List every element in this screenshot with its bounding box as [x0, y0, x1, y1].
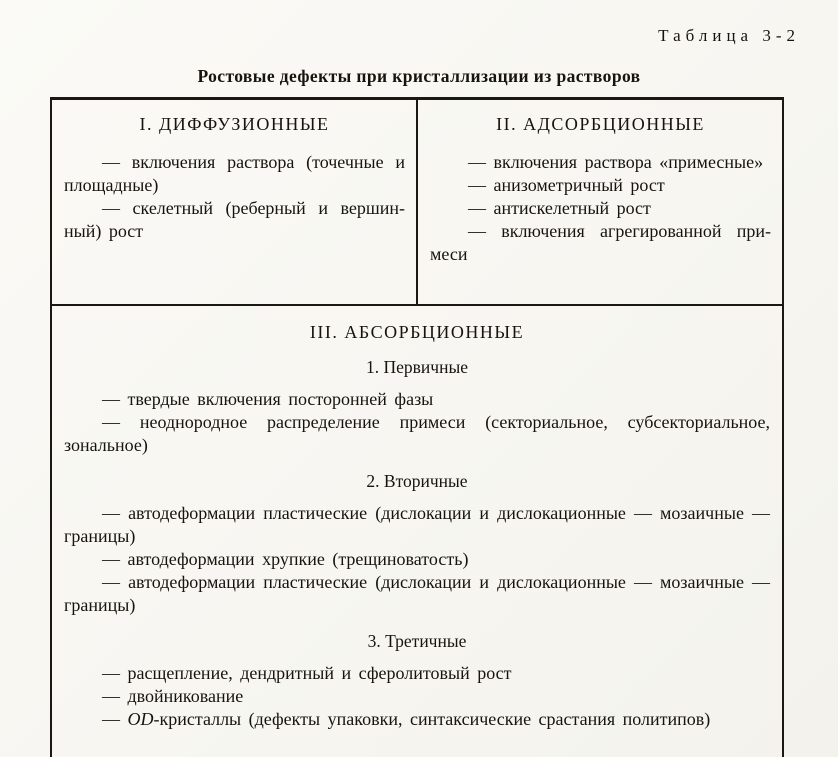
defect-item: — включения раствора «примесные»	[468, 152, 764, 172]
od-term-italic: OD	[127, 709, 154, 729]
defect-item: — автодеформации хрупкие (трещиноватость)	[102, 549, 469, 569]
group-secondary-heading: 2. Вторичные	[366, 471, 468, 491]
growth-defects-table	[50, 97, 784, 757]
defect-item: — твердые включения посторонней фазы	[102, 389, 434, 409]
column-adsorptional	[418, 100, 782, 304]
group-tertiary-heading: 3. Третичные	[367, 631, 467, 651]
defect-item: — автодеформации пластические (дислокации и дислокационные — мозаичные — границы)	[64, 572, 770, 615]
table-title: Ростовые дефекты при кристаллизации из растворов	[197, 66, 641, 86]
od-crystals-item	[64, 708, 770, 731]
top-two-column-section	[52, 100, 782, 306]
group-secondary	[64, 471, 770, 617]
defect-item: — включения раствора (точечные и площадные)	[64, 152, 405, 195]
section-absorptional-header: III. АБСОРБЦИОННЫЕ	[309, 322, 525, 342]
od-item-text: -кристаллы (дефекты упаковки, синтаксические срастания политипов)	[153, 709, 711, 729]
column-diffusional	[52, 100, 418, 304]
group-primary	[64, 357, 770, 457]
section-absorptional	[52, 306, 782, 735]
defect-item: — скелетный (реберный и вершинный) рост	[64, 198, 405, 241]
defect-item: — автодеформации пластические (дислокации и дислокационные — мозаичные — границы)	[64, 503, 770, 546]
defect-item: — антискелетный рост	[468, 198, 651, 218]
defect-item: — двойникование	[102, 686, 244, 706]
table-number-label: Таблица 3-2	[658, 26, 800, 45]
group-tertiary	[64, 631, 770, 731]
defect-item: — включения агрегированной примеси	[430, 221, 771, 264]
column-diffusional-header: I. ДИФФУЗИОННЫЕ	[139, 114, 330, 134]
group-primary-heading: 1. Первичные	[366, 357, 468, 377]
defect-item: — расщепление, дендритный и сферолитовый рост	[102, 663, 512, 683]
defect-item: — анизометричный рост	[468, 175, 665, 195]
column-adsorptional-header: II. АДСОРБЦИОННЫЕ	[496, 114, 705, 134]
defect-item: — неоднородное распределение примеси (секториальное, субсекториальное, зональное)	[64, 412, 770, 455]
item-dash: —	[102, 709, 128, 729]
